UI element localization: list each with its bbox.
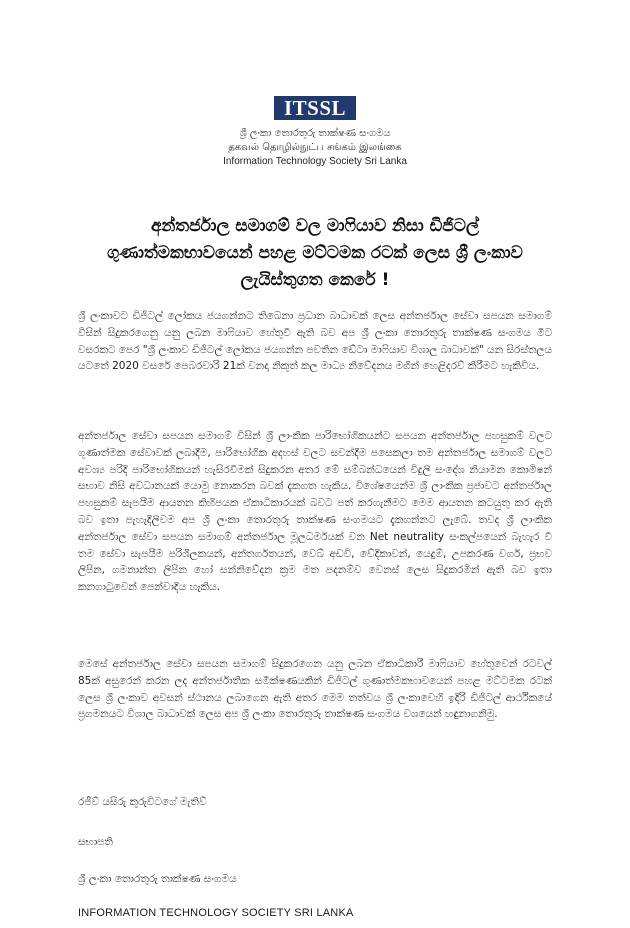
body-paragraph-1: ශ්‍රී ලංකාවට ඩිජිටල් ලෝකය ජයගන්නට තිබෙනා ප්‍රධාන බාධාවක් ලෙස අන්තර්ජාල සේවා සපයන සමාගම් විසින් සිදුකරගෙනු යනු ලබන මාෆියාව හේතුවී ඇති බව අප ශ්‍රී ලංකා තොරතුරු තාක්ෂණ සංගමය මීට වසරකට පෙර "ශ්‍රී ලංකාව ඩිජිටල් ලෝකය ජයගන්න පවතින ඩේටා මාෆියාව විශාල බාධාවක්" යන සිරස්තලය යටතේ 2020 වසරේ පෙබරවාරි 21ක් වනදා නිකුත් කල මාධ්‍ය නිවේදනය මගින් හෙළිදරව් කිරීමට හැකිවිය. <box>78 310 552 373</box>
headline-line-2: ගුණාත්මකභාවයෙන් පහළ මට්ටමක රටක් ලෙස ශ්‍රී ලංකාව <box>107 243 523 263</box>
org-name-tamil: தகவல் தொழில்நுட்ப சங்கம் இலங்கை <box>228 142 402 153</box>
itssl-logo: ITSSL <box>274 96 356 120</box>
body-paragraph-2: අන්තර්ජාල සේවා සපයන සමාගම් විසින් ශ්‍රී ලාංකික පාරිභෝගිකයන්ට සපයන අන්තර්ජාල පහසුකම් වලට ගුණාත්මක සේවාවක් ලබාදීම, පාරිභෝගික අදහස් වලට සවන්දීම පසෙකලා තම අන්තර්ජාල සමාගම් වලට අවශ්‍ය පරිදි පාරිභෝගිකයන් හැසිරවීමක් සිදුකරන අතර මේ සම්බන්ධයෙන් විදුලි සංදේශ නියාමන කොමිෂන් සභාව නිසි අවධානයක් යොමු නොකරන බවක් දැකගත හැකිය. විශේෂයෙන්ම ශ්‍රී ලාංකික ප්‍රජාවට අන්තර්ජාල පහසුකම් සැපයීම ආයතන කිහිපයක ඒකාධිකාරයක් බවට පත් කරගැනීමට මෙම ආයතන කටයුතු කර ඇති බව ඉතා පැහැදිලිවම අප ශ්‍රී ලංකා තොරතුරු තාක්ෂණ සංගමයට දැකගන්නට ලැබේ. තවද ශ්‍රී ලාංකික අන්තර්ජාල සේවා සපයන සමාගම් අන්තර්ජාල මූලධර්මයක් වන Net neutrality සංකල්පයෙන් බැහැර වී තම සේවා සැපයීම පරිශීලකයන්, අන්තර්ගතයන්, වෙබ් අඩවි, වේදිකාවන්, යෙදුම්, උපකරණ වර්ග, ප්‍රභව ලිපින, ගමනාන්ත ලිපින හෝ සන්නිවේදන ක්‍රම මත පදනම්ව වෙනස් ලෙස සිදුකරමින් ඇති බව ඉතා කනගාටුවෙන් පෙන්වාදිය හැකිය. <box>78 430 552 594</box>
org-name-english: Information Technology Society Sri Lanka <box>223 156 407 167</box>
signatory-org-english: INFORMATION TECHNOLOGY SOCIETY SRI LANKA <box>78 907 354 919</box>
headline-line-1: අන්තර්ජාල සමාගම් වල මාෆියාව නිසා ඩිජිටල් <box>151 216 479 236</box>
headline-line-3: ලැයිස්තුගත කෙරේ ! <box>240 270 390 290</box>
signatory-title: සභාපති <box>78 836 113 848</box>
signatory-org-sinhala: ශ්‍රී ලංකා තොරතුරු තාක්ෂණ සංගමය <box>78 873 237 885</box>
body-paragraph-3: මෙසේ අන්තර්ජාල සේවා සපයන සමාගම් සිදුකරගෙන යනු ලබන ඒකාධිකාරී මාෆියාව හේතුවෙන් රටවල් 85ක් අසුරෙන් කරන ලද අන්තර්ජාතික සමීක්ෂණයකින් ඩිජිටල් ගුණාත්මකභාවයෙන් පහළ මට්ටමක රටක් ලෙස ශ්‍රී ලංකාව අවසන් ස්ථානය ලබාගෙන ඇති අතර මෙම තත්වය ශ්‍රී ලංකාවෙහි ඉදිරි ඩිජිටල් ආර්ථිකයේ ප්‍රගමනයට විශාල බාධාවක් ලෙස අප ශ්‍රී ලංකා තොරතුරු තාක්ෂණ සංගමය වශයෙන් හඳුනාගනිමු. <box>78 658 552 721</box>
org-name-sinhala: ශ්‍රී ලංකා තොරතුරු තාක්ෂණ සංගමය <box>239 128 391 139</box>
signatory-name: රජීව් යසිරු කුරුවිටගේ මැතිව් <box>78 796 207 808</box>
